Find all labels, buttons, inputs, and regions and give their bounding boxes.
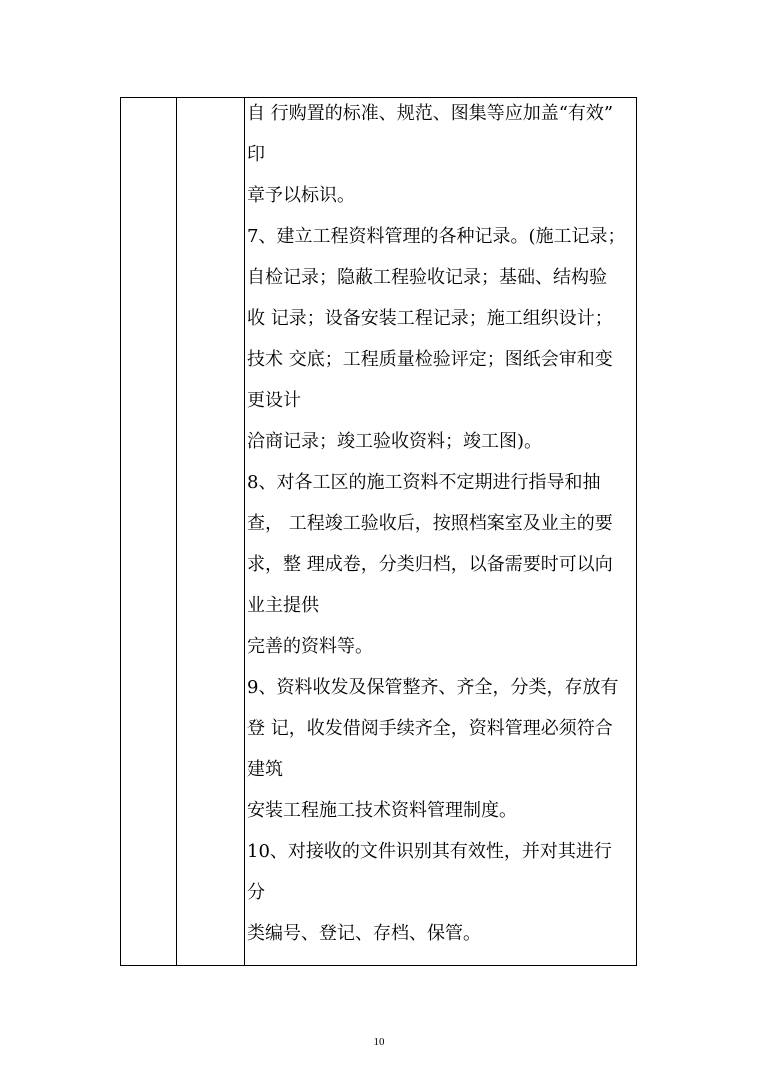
text-line: 安装工程施工技术资料管理制度。 [247,800,517,821]
text-line: 技术 交底；工程质量检验评定；图纸会审和变 [247,349,613,370]
text-line: 查， 工程竣工验收后，按照档案室及业主的要 [247,513,613,534]
text-line: 收 记录；设备安装工程记录；施工组织设计； [247,308,613,329]
text-line: 业主提供 [247,595,319,616]
text-line: 9、资料收发及保管整齐、齐全，分类，存放有 [247,677,619,698]
text-line: 7、建立工程资料管理的各种记录。(施工记录； [247,226,626,247]
page-number: 10 [373,1036,385,1048]
text-line: 印 [247,144,265,165]
text-line: 分 [247,882,265,903]
document-table [120,97,637,966]
text-line: 更设计 [247,390,301,411]
text-line: 10、对接收的文件识别其有效性，并对其进行 [247,841,612,862]
text-line: 自检记录；隐蔽工程验收记录；基础、结构验 [247,267,607,288]
column-divider-2 [244,98,245,965]
text-line: 类编号、登记、存档、保管。 [247,923,481,944]
content-cell [247,98,632,965]
text-line: 求，整 理成卷，分类归档，以备需要时可以向 [247,554,613,575]
text-line: 8、对各工区的施工资料不定期进行指导和抽 [247,472,601,493]
text-line: 章予以标识。 [247,185,355,206]
column-divider-1 [176,98,177,965]
text-line: 洽商记录；竣工验收资料；竣工图)。 [247,431,543,452]
text-line: 完善的资料等。 [247,636,373,657]
text-line: 建筑 [247,759,283,780]
text-line: 登 记，收发借阅手续齐全，资料管理必须符合 [247,718,613,739]
text-line: 自 行购置的标准、规范、图集等应加盖“有效” [247,103,614,124]
